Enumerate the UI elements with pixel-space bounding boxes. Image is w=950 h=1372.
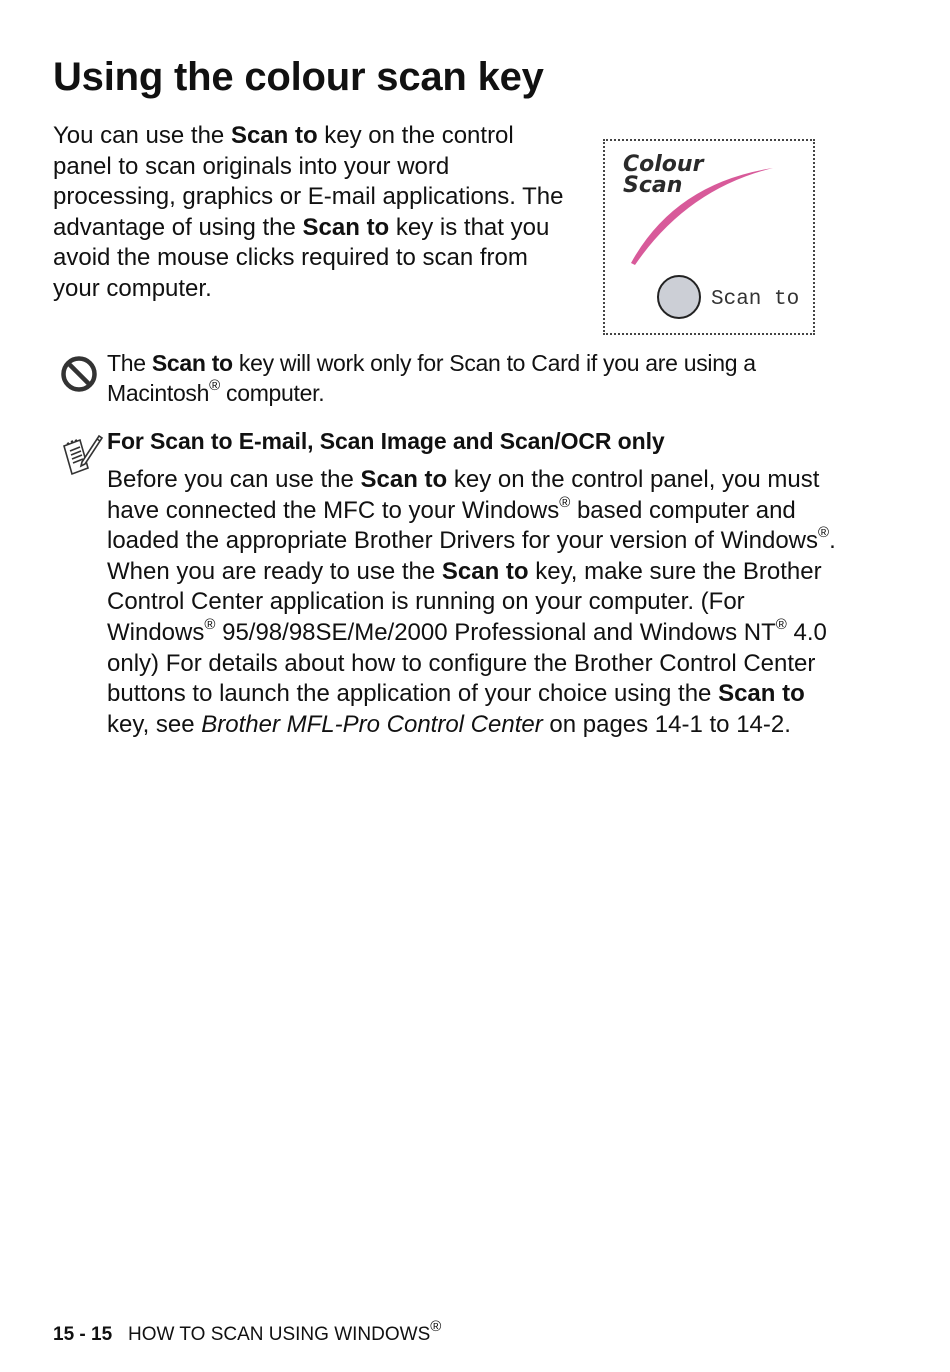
text-run: key, make sure the Brother Control Center application is running on your computer. (For Windows (107, 557, 822, 646)
text-run: computer. (219, 380, 325, 406)
text-run: The (107, 350, 152, 376)
text-run: ® (209, 377, 220, 395)
text-run: key on the control panel to scan originals into your word processing, graphics or E-mail applications. The advantage of using the (53, 122, 564, 241)
text-run: 4.0 only) For details about how to configure the Brother Control Center buttons to launch the application of your choice using the (107, 618, 827, 708)
text-run: When you are ready to use the (107, 557, 442, 585)
text-run: key will work only for Scan to Card if you are using a Macintosh (107, 350, 756, 406)
footer-section-mark: ® (430, 1317, 442, 1335)
colour-scan-panel (603, 139, 815, 335)
memo-title: For Scan to E-mail, Scan Image and Scan/OCR only (107, 428, 665, 454)
memo-body (107, 465, 837, 740)
warning-note (107, 348, 827, 408)
text-run: Brother MFL-Pro Control Center (201, 710, 543, 738)
text-run: Scan to (718, 680, 805, 708)
text-run: ® (204, 615, 216, 633)
text-run: on pages 14-1 to 14-2. (542, 710, 791, 738)
text-run: ® (818, 524, 830, 542)
text-run: Before you can use the (107, 466, 361, 493)
text-run: ® (775, 615, 787, 633)
text-run: key on the control panel, you must have connected the MFC to your Windows (107, 466, 820, 524)
text-run: based computer and loaded the appropriate Brother Drivers for your version of Windows (107, 496, 818, 555)
text-run: 95/98/98SE/Me/2000 Professional and Windows NT (215, 618, 776, 646)
text-run: Scan to (230, 122, 318, 149)
footer-section: HOW TO SCAN USING WINDOWS (128, 1324, 431, 1345)
text-run: Scan to (302, 213, 390, 241)
text-run: key, see (107, 710, 202, 738)
text-run: . (829, 527, 836, 555)
scan-to-button-label: Scan to (711, 288, 800, 311)
text-run: Scan to (151, 350, 233, 376)
prohibited-icon (60, 355, 98, 393)
text-run: Scan to (360, 466, 448, 493)
panel-label-colour: Colour (623, 152, 704, 177)
page-number: 15 - 15 (53, 1324, 113, 1345)
text-run: key is that you avoid the mouse clicks required to scan from your computer. (53, 213, 550, 302)
page-footer (53, 1317, 442, 1346)
panel-label-scan: Scan (623, 173, 683, 198)
text-run: You can use the (53, 122, 231, 149)
notepad-pencil-icon (60, 432, 104, 476)
page-title: Using the colour scan key (53, 55, 544, 99)
scan-to-button[interactable] (657, 275, 701, 319)
text-run: ® (559, 493, 571, 511)
intro-paragraph (53, 121, 573, 305)
text-run: Scan to (441, 557, 529, 585)
